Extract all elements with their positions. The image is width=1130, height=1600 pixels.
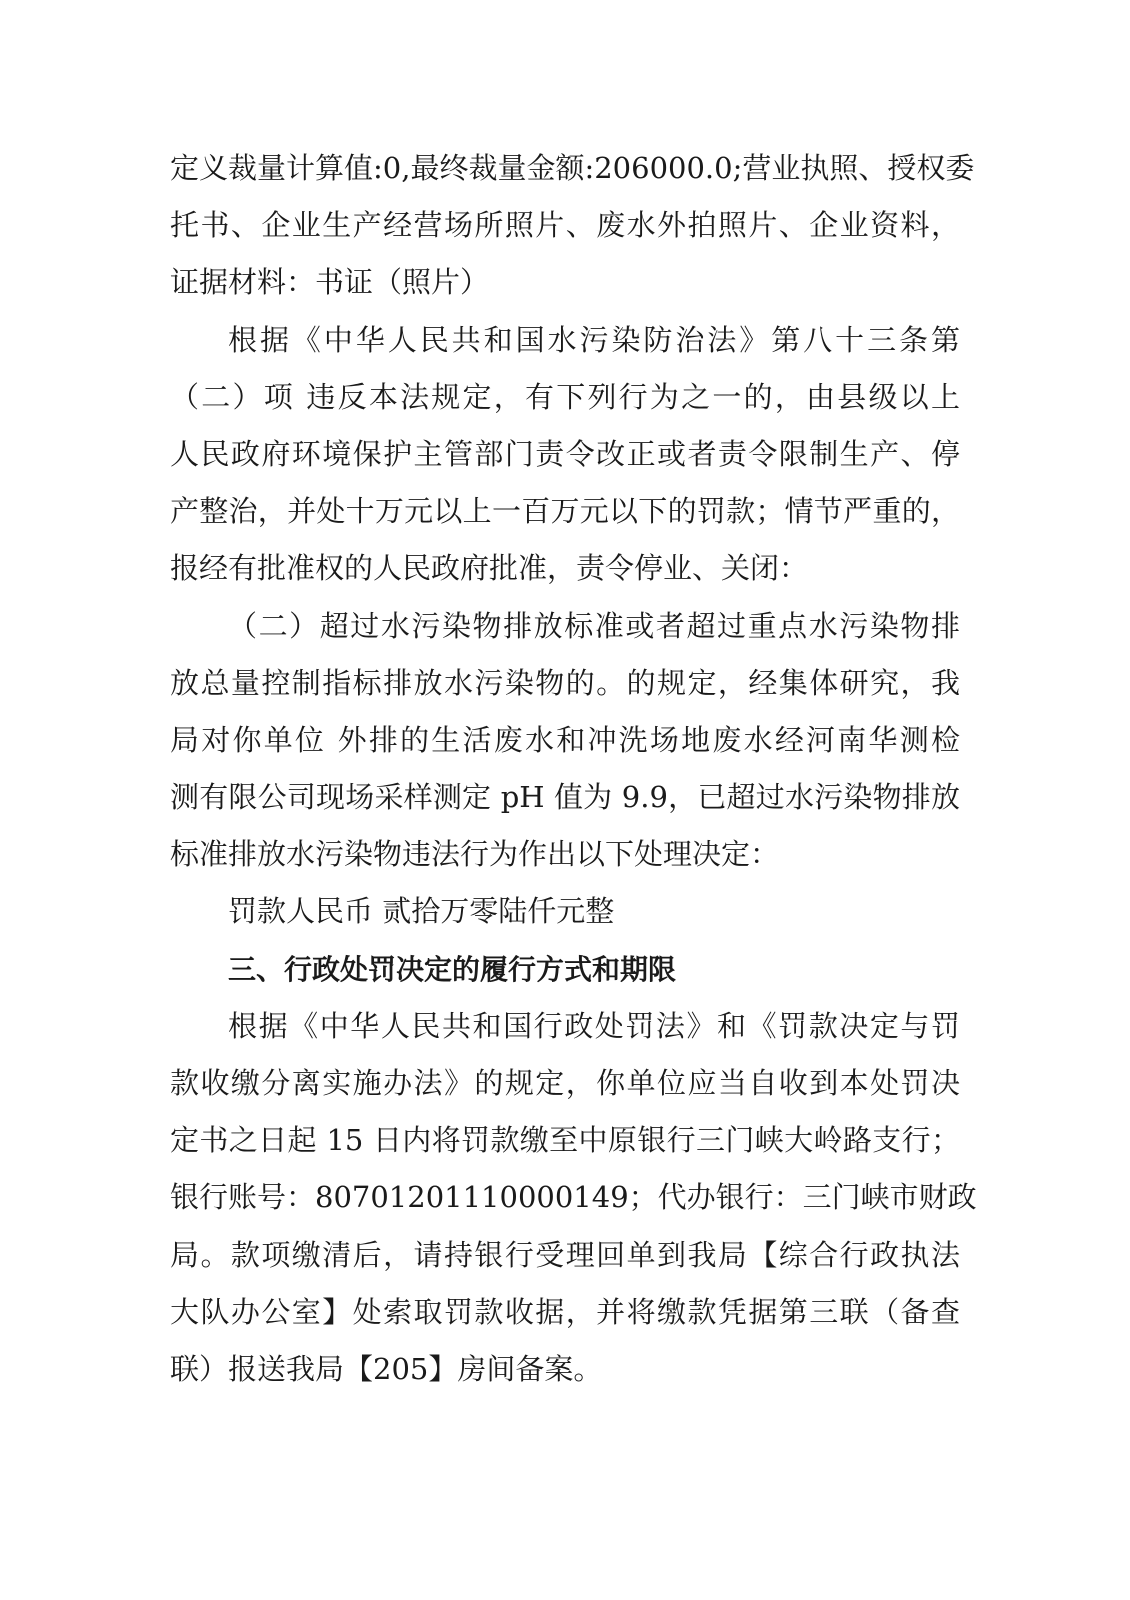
- line-text: （二）项 违反本法规定，有下列行为之一的，由县级以上: [170, 379, 960, 414]
- paragraph-line: [170, 1341, 960, 1398]
- line-text: 定义裁量计算值:0,最终裁量金额:206000.0;营业执照、授权委: [170, 151, 975, 185]
- paragraph-line: [170, 883, 960, 940]
- line-text: 放总量控制指标排放水污染物的。的规定，经集体研究，我: [170, 665, 960, 700]
- line-text: 大队办公室】处索取罚款收据，并将缴款凭据第三联（备查: [170, 1294, 960, 1329]
- line-text: 报经有批准权的人民政府批准，责令停业、关闭：: [170, 551, 809, 586]
- paragraph-line: [170, 426, 960, 483]
- line-text: 款收缴分离实施办法》的规定，你单位应当自收到本处罚决: [170, 1066, 960, 1100]
- paragraph-line: [170, 1112, 960, 1169]
- line-text: 三、行政处罚决定的履行方式和期限: [228, 952, 677, 986]
- line-text: 托书、企业生产经营场所照片、废水外拍照片、企业资料，: [170, 208, 960, 243]
- paragraph-line: [170, 655, 960, 712]
- paragraph-line: [170, 140, 975, 197]
- line-text: 根据《中华人民共和国水污染防治法》第八十三条第: [228, 322, 960, 357]
- line-text: 根据《中华人民共和国行政处罚法》和《罚款决定与罚: [228, 1008, 960, 1043]
- line-text: 局。款项缴清后，请持银行受理回单到我局【综合行政执法: [170, 1237, 960, 1272]
- paragraph-line: [170, 1169, 977, 1226]
- line-text: 定书之日起 15 日内将罚款缴至中原银行三门峡大岭路支行；: [170, 1123, 960, 1158]
- paragraph-line: [170, 483, 960, 540]
- paragraph-line: [170, 598, 960, 655]
- line-text: 人民政府环境保护主管部门责令改正或者责令限制生产、停: [170, 436, 960, 471]
- section-heading: [170, 941, 960, 998]
- line-text: 测有限公司现场采样测定 pH 值为 9.9，已超过水污染物排放: [170, 780, 960, 815]
- paragraph-line: [170, 312, 960, 369]
- paragraph-line: [170, 769, 960, 826]
- paragraph-line: [170, 1055, 960, 1112]
- line-text: 产整治，并处十万元以上一百万元以下的罚款；情节严重的，: [170, 494, 960, 529]
- paragraph-line: [170, 712, 960, 769]
- paragraph-line: [170, 369, 960, 426]
- line-text: 联）报送我局【205】房间备案。: [170, 1351, 603, 1386]
- paragraph-line: [170, 197, 960, 254]
- paragraph-line: [170, 1227, 960, 1284]
- paragraph-line: [170, 826, 960, 883]
- line-text: 罚款人民币 贰拾万零陆仟元整: [228, 894, 615, 929]
- line-text: 证据材料：书证（照片）: [170, 265, 490, 300]
- line-text: 银行账号：80701201110000149；代办银行：三门峡市财政: [170, 1180, 977, 1215]
- paragraph-line: [170, 998, 960, 1055]
- line-text: 局对你单位 外排的生活废水和冲洗场地废水经河南华测检: [170, 722, 960, 757]
- document-body: [170, 140, 977, 1398]
- paragraph-line: [170, 1284, 960, 1341]
- paragraph-line: [170, 540, 960, 597]
- line-text: （二）超过水污染物排放标准或者超过重点水污染物排: [228, 608, 960, 643]
- line-text: 标准排放水污染物违法行为作出以下处理决定：: [170, 837, 780, 872]
- paragraph-line: [170, 254, 960, 311]
